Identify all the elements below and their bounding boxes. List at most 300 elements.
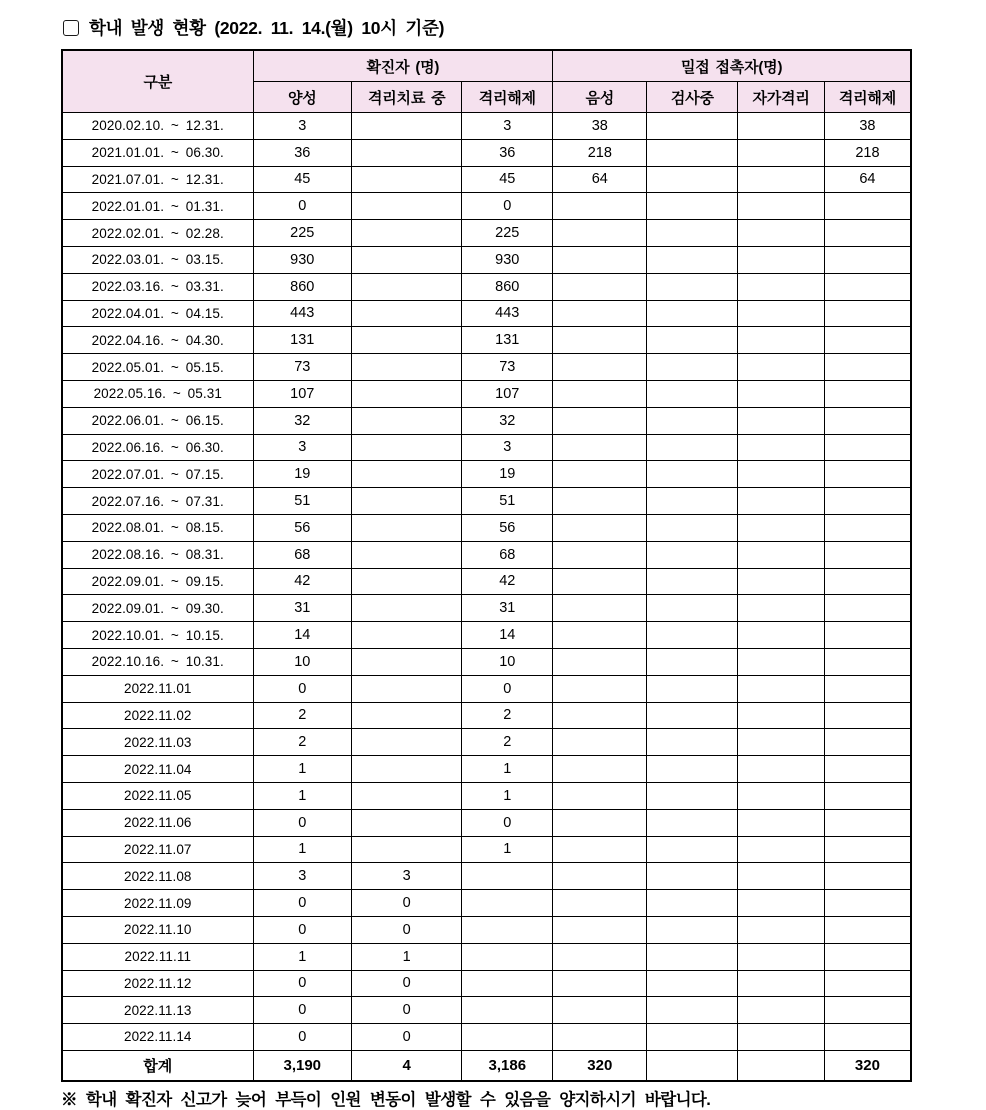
value-cell [647,407,738,434]
period-cell: 2022.05.01. ~ 05.15. [62,354,253,381]
period-cell: 2022.11.04 [62,756,253,783]
value-cell: 10 [253,648,351,675]
value-cell: 1 [253,782,351,809]
value-cell [738,595,825,622]
value-cell [647,1024,738,1051]
value-cell [462,916,553,943]
value-cell [738,139,825,166]
value-cell [553,407,647,434]
period-cell: 2022.06.01. ~ 06.15. [62,407,253,434]
table-row [62,488,911,515]
value-cell [824,648,911,675]
value-cell [352,782,462,809]
value-cell [647,836,738,863]
value-cell: 218 [824,139,911,166]
value-cell [824,756,911,783]
value-cell [647,488,738,515]
value-cell [553,1024,647,1051]
table-body [62,113,911,1081]
value-cell [738,756,825,783]
value-cell [738,354,825,381]
value-cell [647,113,738,140]
value-cell: 0 [253,997,351,1024]
value-cell: 0 [352,890,462,917]
value-cell [738,675,825,702]
period-cell: 2022.01.01. ~ 01.31. [62,193,253,220]
value-cell [738,166,825,193]
period-cell: 2021.01.01. ~ 06.30. [62,139,253,166]
value-cell [824,943,911,970]
value-cell: 3 [352,863,462,890]
value-cell: 3 [462,113,553,140]
value-cell [738,461,825,488]
value-cell [647,300,738,327]
value-cell [738,997,825,1024]
value-cell [647,461,738,488]
value-cell: 930 [253,246,351,273]
value-cell [462,970,553,997]
value-cell [647,354,738,381]
period-cell: 2021.07.01. ~ 12.31. [62,166,253,193]
footnote-text: 학내 확진자 신고가 늦어 부득이 인원 변동이 발생할 수 있음을 양지하시기 바랍니다. [85,1090,711,1109]
table-row [62,461,911,488]
value-cell [647,193,738,220]
value-cell: 443 [462,300,553,327]
value-cell: 19 [253,461,351,488]
value-cell: 0 [253,809,351,836]
value-cell: 10 [462,648,553,675]
value-cell [824,434,911,461]
value-cell [553,568,647,595]
value-cell [738,1024,825,1051]
value-cell [824,568,911,595]
table-row [62,970,911,997]
value-cell: 860 [253,273,351,300]
value-cell [738,514,825,541]
value-cell [647,997,738,1024]
value-cell: 1 [462,782,553,809]
value-cell: 0 [253,193,351,220]
value-cell [647,434,738,461]
value-cell: 73 [462,354,553,381]
value-cell [738,193,825,220]
value-cell [738,273,825,300]
table-row [62,809,911,836]
value-cell: 32 [462,407,553,434]
period-cell: 2022.11.09 [62,890,253,917]
value-cell [553,890,647,917]
table-row [62,273,911,300]
value-cell [647,809,738,836]
value-cell: 443 [253,300,351,327]
value-cell [553,809,647,836]
value-cell [738,541,825,568]
value-cell [462,863,553,890]
period-cell: 2022.04.01. ~ 04.15. [62,300,253,327]
value-cell: 107 [253,380,351,407]
total-value-cell: 320 [553,1050,647,1081]
value-cell [553,702,647,729]
value-cell: 38 [553,113,647,140]
value-cell: 0 [462,193,553,220]
period-cell: 2022.05.16. ~ 05.31 [62,380,253,407]
table-row [62,675,911,702]
value-cell [352,541,462,568]
value-cell [824,380,911,407]
value-cell [553,193,647,220]
value-cell [824,193,911,220]
value-cell [647,782,738,809]
period-cell: 2022.11.01 [62,675,253,702]
value-cell [824,622,911,649]
table-row [62,113,911,140]
value-cell: 225 [253,220,351,247]
table-row [62,220,911,247]
value-cell: 45 [462,166,553,193]
table-row [62,648,911,675]
period-cell: 2022.08.01. ~ 08.15. [62,514,253,541]
value-cell [553,729,647,756]
value-cell [824,220,911,247]
value-cell: 930 [462,246,553,273]
table-row [62,782,911,809]
value-cell: 0 [253,916,351,943]
value-cell [553,300,647,327]
value-cell: 218 [553,139,647,166]
value-cell: 14 [253,622,351,649]
value-cell: 3 [253,434,351,461]
value-cell [647,756,738,783]
value-cell [352,488,462,515]
period-cell: 2022.11.08 [62,863,253,890]
total-value-cell [738,1050,825,1081]
table-row [62,380,911,407]
table-row [62,1024,911,1051]
value-cell [553,488,647,515]
value-cell: 64 [824,166,911,193]
value-cell: 860 [462,273,553,300]
table-row [62,541,911,568]
value-cell: 56 [253,514,351,541]
value-cell [352,809,462,836]
value-cell [647,220,738,247]
value-cell [352,354,462,381]
value-cell [553,273,647,300]
value-cell [647,327,738,354]
value-cell [738,809,825,836]
value-cell [553,434,647,461]
value-cell [352,193,462,220]
table-header [62,50,911,113]
table-row [62,327,911,354]
table-row [62,729,911,756]
value-cell [462,1024,553,1051]
value-cell [647,863,738,890]
value-cell [824,863,911,890]
value-cell: 1 [253,943,351,970]
value-cell [352,434,462,461]
value-cell [553,782,647,809]
table-row [62,300,911,327]
total-row [62,1050,911,1081]
header-group-cell: 확진자 (명) [253,50,553,82]
table-row [62,514,911,541]
value-cell: 1 [462,756,553,783]
value-cell [824,782,911,809]
value-cell [553,943,647,970]
total-value-cell [647,1050,738,1081]
value-cell [647,595,738,622]
value-cell [824,675,911,702]
value-cell: 2 [253,729,351,756]
period-cell: 2022.11.11 [62,943,253,970]
table-row [62,702,911,729]
value-cell [738,970,825,997]
value-cell [647,273,738,300]
value-cell [647,702,738,729]
value-cell [553,675,647,702]
value-cell [553,327,647,354]
value-cell [738,380,825,407]
period-cell: 2022.08.16. ~ 08.31. [62,541,253,568]
value-cell [647,675,738,702]
value-cell [824,407,911,434]
value-cell [352,380,462,407]
value-cell: 19 [462,461,553,488]
value-cell [647,622,738,649]
period-cell: 2022.11.06 [62,809,253,836]
header-sub-cell: 검사중 [647,82,738,113]
value-cell [824,246,911,273]
value-cell [647,568,738,595]
value-cell: 68 [253,541,351,568]
period-cell: 2022.04.16. ~ 04.30. [62,327,253,354]
table-row [62,139,911,166]
value-cell [824,300,911,327]
reference-mark-icon: ※ [61,1090,77,1109]
period-cell: 2022.11.02 [62,702,253,729]
value-cell [352,166,462,193]
value-cell [824,729,911,756]
value-cell [738,916,825,943]
period-cell: 2022.09.01. ~ 09.15. [62,568,253,595]
value-cell [647,648,738,675]
value-cell [352,675,462,702]
value-cell [824,809,911,836]
total-value-cell: 3,190 [253,1050,351,1081]
value-cell [352,702,462,729]
table-row [62,756,911,783]
value-cell: 0 [253,890,351,917]
header-sub-cell: 격리치료 중 [352,82,462,113]
value-cell [647,514,738,541]
value-cell [352,139,462,166]
value-cell [553,622,647,649]
value-cell [824,354,911,381]
value-cell: 1 [352,943,462,970]
value-cell [462,890,553,917]
table-row [62,997,911,1024]
period-cell: 2022.02.01. ~ 02.28. [62,220,253,247]
value-cell [824,836,911,863]
value-cell [352,595,462,622]
period-cell: 2022.11.14 [62,1024,253,1051]
value-cell: 36 [462,139,553,166]
value-cell [553,648,647,675]
value-cell: 51 [253,488,351,515]
table-row [62,193,911,220]
header-sub-cell: 양성 [253,82,351,113]
value-cell: 1 [253,756,351,783]
value-cell: 38 [824,113,911,140]
value-cell [553,514,647,541]
total-value-cell: 3,186 [462,1050,553,1081]
value-cell: 64 [553,166,647,193]
value-cell [738,622,825,649]
value-cell [647,890,738,917]
table-row [62,354,911,381]
value-cell: 0 [352,916,462,943]
value-cell [647,916,738,943]
value-cell: 31 [462,595,553,622]
value-cell [553,461,647,488]
period-cell: 2022.11.10 [62,916,253,943]
value-cell [553,354,647,381]
value-cell: 42 [462,568,553,595]
value-cell [824,514,911,541]
value-cell: 68 [462,541,553,568]
period-cell: 2022.07.16. ~ 07.31. [62,488,253,515]
value-cell [824,970,911,997]
value-cell: 0 [462,675,553,702]
value-cell [553,836,647,863]
value-cell [738,246,825,273]
value-cell: 3 [462,434,553,461]
table-row [62,863,911,890]
value-cell: 0 [352,997,462,1024]
value-cell [647,166,738,193]
total-value-cell: 320 [824,1050,911,1081]
value-cell: 42 [253,568,351,595]
value-cell: 2 [462,702,553,729]
header-group-row [62,50,911,82]
header-sub-cell: 격리해제 [462,82,553,113]
value-cell [553,863,647,890]
period-cell: 2022.11.05 [62,782,253,809]
header-group-cell: 밀접 접촉자(명) [553,50,911,82]
period-cell: 2022.03.01. ~ 03.15. [62,246,253,273]
value-cell [824,916,911,943]
value-cell: 56 [462,514,553,541]
value-cell [352,756,462,783]
value-cell [824,1024,911,1051]
value-cell [824,890,911,917]
value-cell [824,997,911,1024]
checkbox-icon [63,20,79,36]
value-cell [553,997,647,1024]
value-cell [462,943,553,970]
value-cell [352,514,462,541]
value-cell: 0 [352,1024,462,1051]
period-cell: 2020.02.10. ~ 12.31. [62,113,253,140]
value-cell [824,595,911,622]
value-cell [553,756,647,783]
value-cell: 225 [462,220,553,247]
period-cell: 2022.10.01. ~ 10.15. [62,622,253,649]
value-cell: 2 [253,702,351,729]
value-cell [738,300,825,327]
table-row [62,943,911,970]
value-cell [738,648,825,675]
value-cell [824,327,911,354]
value-cell [352,622,462,649]
value-cell [553,916,647,943]
value-cell: 131 [253,327,351,354]
value-cell [553,970,647,997]
table-row [62,407,911,434]
value-cell [647,729,738,756]
total-label-cell: 합계 [62,1050,253,1081]
footnote [61,1086,912,1110]
value-cell: 0 [253,1024,351,1051]
period-cell: 2022.03.16. ~ 03.31. [62,273,253,300]
period-cell: 2022.07.01. ~ 07.15. [62,461,253,488]
value-cell [352,648,462,675]
table-row [62,836,911,863]
value-cell [352,407,462,434]
value-cell: 2 [462,729,553,756]
table-row [62,434,911,461]
header-group-cell: 구분 [62,50,253,113]
value-cell [352,113,462,140]
page-title-row [63,15,910,40]
value-cell [824,273,911,300]
table-row [62,622,911,649]
value-cell [352,327,462,354]
value-cell [738,836,825,863]
value-cell [738,113,825,140]
value-cell [553,246,647,273]
value-cell: 51 [462,488,553,515]
value-cell: 32 [253,407,351,434]
table-row [62,166,911,193]
value-cell [352,729,462,756]
value-cell: 0 [253,675,351,702]
table-row [62,916,911,943]
value-cell [738,890,825,917]
value-cell: 1 [462,836,553,863]
value-cell [738,488,825,515]
value-cell [553,380,647,407]
value-cell [647,943,738,970]
period-cell: 2022.10.16. ~ 10.31. [62,648,253,675]
value-cell: 0 [253,970,351,997]
period-cell: 2022.11.03 [62,729,253,756]
period-cell: 2022.11.13 [62,997,253,1024]
status-table [61,49,912,1082]
value-cell [647,139,738,166]
header-sub-cell: 격리해제 [824,82,911,113]
value-cell [647,246,738,273]
value-cell [647,970,738,997]
value-cell [738,407,825,434]
value-cell: 0 [462,809,553,836]
period-cell: 2022.11.07 [62,836,253,863]
value-cell [824,541,911,568]
value-cell [738,782,825,809]
header-sub-cell: 음성 [553,82,647,113]
value-cell: 3 [253,113,351,140]
